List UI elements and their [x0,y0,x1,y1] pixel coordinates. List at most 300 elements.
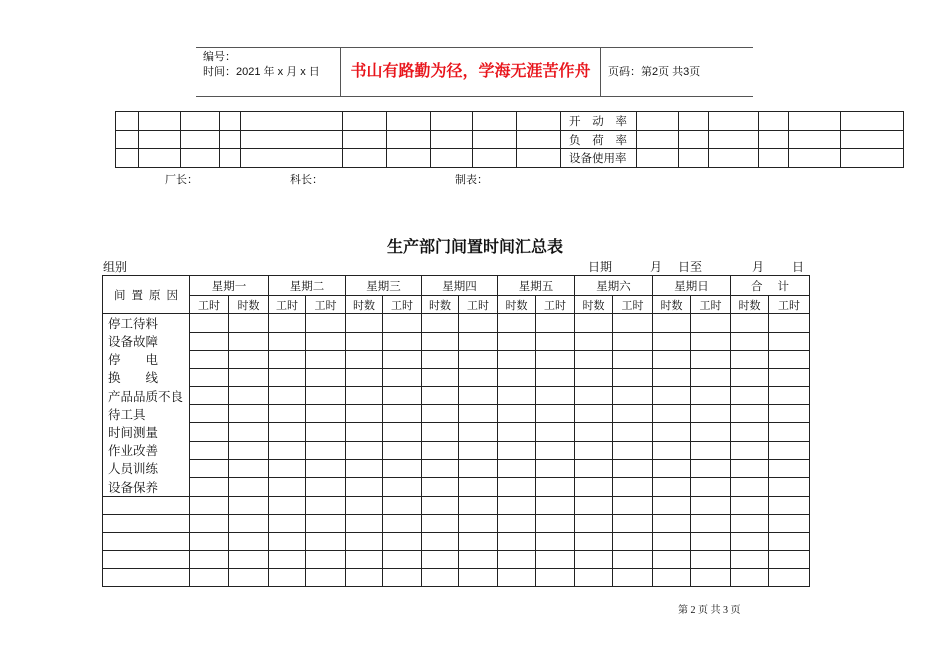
unit-column-header [536,296,575,314]
data-cell [306,405,346,423]
data-cell [229,332,269,350]
data-cell [422,569,459,587]
empty-cell [759,149,789,168]
table-row [103,405,810,423]
unit-column-header [769,296,810,314]
data-cell [613,314,653,333]
data-cell [613,532,653,550]
data-cell [691,332,731,350]
empty-cell [841,112,904,131]
table-row [103,514,810,532]
reason-label: 时间测量 [108,426,159,441]
unit-column-header-text: 工时 [621,299,644,312]
unit-column-header [269,296,306,314]
data-cell [731,478,769,497]
data-cell [306,332,346,350]
equipment-rate-label [561,130,637,149]
empty-cell [431,112,473,131]
data-cell [498,478,536,497]
data-cell [190,514,229,532]
empty-cell [841,130,904,149]
data-cell [769,405,810,423]
data-cell [229,314,269,333]
data-cell [190,405,229,423]
empty-cell [709,130,759,149]
empty-cell [343,149,387,168]
reason-cell [103,387,190,405]
equipment-rate-label-text: 开 动 率 [569,115,627,128]
day-column-header [575,276,653,296]
data-cell [190,423,229,441]
empty-cell [220,130,241,149]
data-cell [613,368,653,386]
day-column-header-text: 星期四 [442,280,477,293]
reason-cell [103,478,190,497]
data-cell [575,514,613,532]
reason-cell [103,314,190,333]
empty-cell [473,130,517,149]
data-cell [575,532,613,550]
empty-cell [139,112,181,131]
data-cell [731,332,769,350]
table-row [103,532,810,550]
data-cell [769,532,810,550]
equipment-rate-row [116,149,904,168]
data-cell [190,532,229,550]
empty-cell [241,149,343,168]
empty-cell [517,130,561,149]
day-column-header [190,276,269,296]
empty-cell [473,149,517,168]
data-cell [422,314,459,333]
data-cell [269,423,306,441]
unit-column-header-text: 工时 [699,299,722,312]
empty-cell [759,130,789,149]
unit-column-header-text: 工时 [778,299,800,312]
data-cell [459,423,498,441]
data-cell [498,532,536,550]
data-cell [769,387,810,405]
data-cell [691,478,731,497]
data-cell [536,514,575,532]
empty-cell [387,112,431,131]
data-cell [498,332,536,350]
data-cell [190,441,229,459]
empty-cell [789,130,841,149]
data-cell [190,350,229,368]
data-cell [383,332,422,350]
data-cell [691,387,731,405]
data-cell [306,459,346,477]
data-cell [346,496,383,514]
reason-label: 待工具 [108,407,146,422]
data-cell [346,332,383,350]
data-cell [459,387,498,405]
reason-cell [103,441,190,459]
data-cell [346,441,383,459]
data-cell [498,368,536,386]
data-cell [653,405,691,423]
data-cell [269,350,306,368]
unit-column-header [613,296,653,314]
unit-column-header-text: 时数 [429,299,451,312]
unit-column-header [190,296,229,314]
data-cell [769,423,810,441]
data-cell [346,569,383,587]
data-cell [383,551,422,569]
data-cell [731,350,769,368]
reason-cell [103,459,190,477]
data-cell [306,350,346,368]
data-cell [536,332,575,350]
data-cell [346,478,383,497]
empty-cell [709,112,759,131]
data-cell [190,332,229,350]
unit-column-header-text: 工时 [544,299,566,312]
date-range-end-day: 日 [792,260,805,274]
data-cell [653,514,691,532]
data-cell [769,441,810,459]
data-cell [229,441,269,459]
data-cell [691,350,731,368]
empty-cell [241,130,343,149]
data-cell [536,405,575,423]
data-cell [229,350,269,368]
equipment-rate-table [115,111,904,168]
data-cell [190,551,229,569]
data-cell [653,314,691,333]
date-range-end-month: 月 [752,260,765,274]
data-cell [229,405,269,423]
data-cell [306,314,346,333]
reason-cell [103,332,190,350]
data-cell [498,350,536,368]
data-cell [346,314,383,333]
unit-column-header-text: 时数 [738,299,761,312]
reason-cell [103,423,190,441]
data-cell [306,551,346,569]
signature-factory-director: 厂长： [165,174,198,186]
data-cell [653,368,691,386]
data-cell [731,405,769,423]
day-column-header-text: 星期五 [518,280,554,293]
day-column-header-text: 星期二 [289,280,325,293]
summary-table-body [103,314,810,587]
data-cell [498,514,536,532]
data-cell [575,459,613,477]
data-cell [536,368,575,386]
unit-column-header [731,296,769,314]
data-cell [346,350,383,368]
data-cell [346,368,383,386]
reason-cell [103,569,190,587]
header-row-units [103,296,810,314]
data-cell [536,423,575,441]
data-cell [575,350,613,368]
data-cell [346,514,383,532]
data-cell [769,332,810,350]
data-cell [229,496,269,514]
data-cell [383,532,422,550]
empty-cell [343,130,387,149]
data-cell [653,350,691,368]
data-cell [459,514,498,532]
summary-title: 生产部门间置时间汇总表 [386,239,563,256]
data-cell [613,496,653,514]
empty-cell [473,112,517,131]
data-cell [536,441,575,459]
equipment-table-body [116,112,904,168]
data-cell [306,514,346,532]
data-cell [613,423,653,441]
data-cell [731,569,769,587]
data-cell [459,532,498,550]
data-cell [769,314,810,333]
data-cell [653,532,691,550]
data-cell [346,532,383,550]
equipment-rate-row [116,112,904,131]
data-cell [613,478,653,497]
page-footer: 第 2 页 共 3 页 [678,605,741,616]
data-cell [498,569,536,587]
day-column-header-text: 星期一 [211,280,247,293]
empty-cell [841,149,904,168]
data-cell [269,569,306,587]
data-cell [306,423,346,441]
data-cell [422,496,459,514]
data-cell [459,350,498,368]
empty-cell [517,112,561,131]
reason-label: 人员训练 [108,462,159,477]
empty-cell [679,112,709,131]
data-cell [306,532,346,550]
unit-column-header [346,296,383,314]
data-cell [575,551,613,569]
data-cell [422,478,459,497]
reason-label: 换 线 [108,371,158,386]
data-cell [383,496,422,514]
data-cell [613,405,653,423]
table-row [103,423,810,441]
reason-cell [103,405,190,423]
data-cell [422,532,459,550]
data-cell [536,496,575,514]
data-cell [691,405,731,423]
data-cell [691,423,731,441]
data-cell [575,423,613,441]
data-cell [269,532,306,550]
data-cell [613,569,653,587]
data-cell [691,551,731,569]
unit-column-header [383,296,422,314]
day-column-header-text: 星期日 [674,280,709,293]
data-cell [346,387,383,405]
data-cell [731,387,769,405]
empty-cell [679,149,709,168]
equipment-rate-label-text: 设备使用率 [569,153,627,166]
unit-column-header [653,296,691,314]
data-cell [459,332,498,350]
data-cell [731,532,769,550]
day-column-header [731,276,810,296]
unit-column-header-text: 时数 [353,299,375,312]
empty-cell [517,149,561,168]
empty-cell [116,149,139,168]
header-page-cell [601,48,753,96]
day-column-header [422,276,498,296]
data-cell [691,569,731,587]
empty-cell [637,130,679,149]
empty-cell [139,149,181,168]
idle-time-summary-table [102,275,810,587]
date-range-start-month: 月 [650,260,663,274]
day-column-header-text: 星期三 [366,280,401,293]
data-cell [536,478,575,497]
data-cell [383,350,422,368]
data-cell [346,459,383,477]
motto-text: 书山有路勤为径，学海无涯苦作舟 [350,63,591,80]
data-cell [653,387,691,405]
empty-cell [181,149,220,168]
empty-cell [709,149,759,168]
reason-label: 停工待料 [108,317,159,331]
data-cell [422,350,459,368]
data-cell [422,423,459,441]
table-row [103,387,810,405]
data-cell [306,368,346,386]
data-cell [422,459,459,477]
data-cell [422,441,459,459]
reason-cell [103,551,190,569]
data-cell [769,496,810,514]
empty-cell [789,112,841,131]
data-cell [575,478,613,497]
signature-prepared-by: 制表： [455,174,488,186]
data-cell [459,441,498,459]
data-cell [498,314,536,333]
data-cell [613,387,653,405]
table-row [103,350,810,368]
unit-column-header-text: 工时 [314,299,337,312]
reason-column-header [103,276,190,314]
signature-section-chief: 科长： [290,174,323,186]
unit-column-header [575,296,613,314]
empty-cell [116,112,139,131]
data-cell [536,459,575,477]
data-cell [769,368,810,386]
data-cell [653,441,691,459]
reason-label: 设备故障 [108,335,159,350]
empty-cell [241,112,343,131]
unit-column-header [691,296,731,314]
empty-cell [679,130,709,149]
unit-column-header-text: 时数 [505,299,528,312]
data-cell [269,441,306,459]
data-cell [229,459,269,477]
data-cell [422,551,459,569]
serial-number-label: 编号： [203,51,236,63]
data-cell [653,569,691,587]
data-cell [769,551,810,569]
data-cell [691,459,731,477]
date-label: 时间：2021 年 x 月 x 日 [203,66,320,78]
data-cell [536,551,575,569]
data-cell [731,441,769,459]
data-cell [575,441,613,459]
day-column-header [269,276,346,296]
data-cell [653,332,691,350]
data-cell [229,514,269,532]
day-column-header-text: 合 计 [751,280,789,293]
data-cell [383,314,422,333]
unit-column-header-text: 工时 [198,299,220,312]
data-cell [653,478,691,497]
data-cell [383,459,422,477]
data-cell [383,368,422,386]
equipment-rate-label [561,112,637,131]
empty-cell [181,112,220,131]
data-cell [269,496,306,514]
data-cell [269,514,306,532]
data-cell [229,387,269,405]
data-cell [498,441,536,459]
data-cell [769,459,810,477]
day-column-header [653,276,731,296]
data-cell [691,514,731,532]
equipment-rate-row [116,130,904,149]
data-cell [613,551,653,569]
data-cell [536,387,575,405]
date-range-label: 日期 [588,260,613,274]
unit-column-header-text: 工时 [391,299,413,312]
data-cell [229,478,269,497]
data-cell [269,478,306,497]
data-cell [731,459,769,477]
data-cell [383,405,422,423]
data-cell [575,387,613,405]
data-cell [691,532,731,550]
data-cell [229,368,269,386]
data-cell [575,405,613,423]
data-cell [229,532,269,550]
data-cell [498,423,536,441]
data-cell [613,332,653,350]
data-cell [383,569,422,587]
empty-cell [116,130,139,149]
table-row [103,478,810,497]
reason-label: 设备保养 [108,480,159,495]
data-cell [306,387,346,405]
data-cell [383,478,422,497]
table-row [103,332,810,350]
empty-cell [343,112,387,131]
data-cell [459,314,498,333]
data-cell [346,405,383,423]
reason-cell [103,368,190,386]
data-cell [190,478,229,497]
data-cell [383,514,422,532]
data-cell [653,551,691,569]
data-cell [498,387,536,405]
table-row [103,459,810,477]
data-cell [731,514,769,532]
data-cell [536,314,575,333]
table-row [103,314,810,333]
data-cell [306,569,346,587]
unit-column-header-text: 时数 [237,299,260,312]
empty-cell [387,130,431,149]
reason-cell [103,496,190,514]
